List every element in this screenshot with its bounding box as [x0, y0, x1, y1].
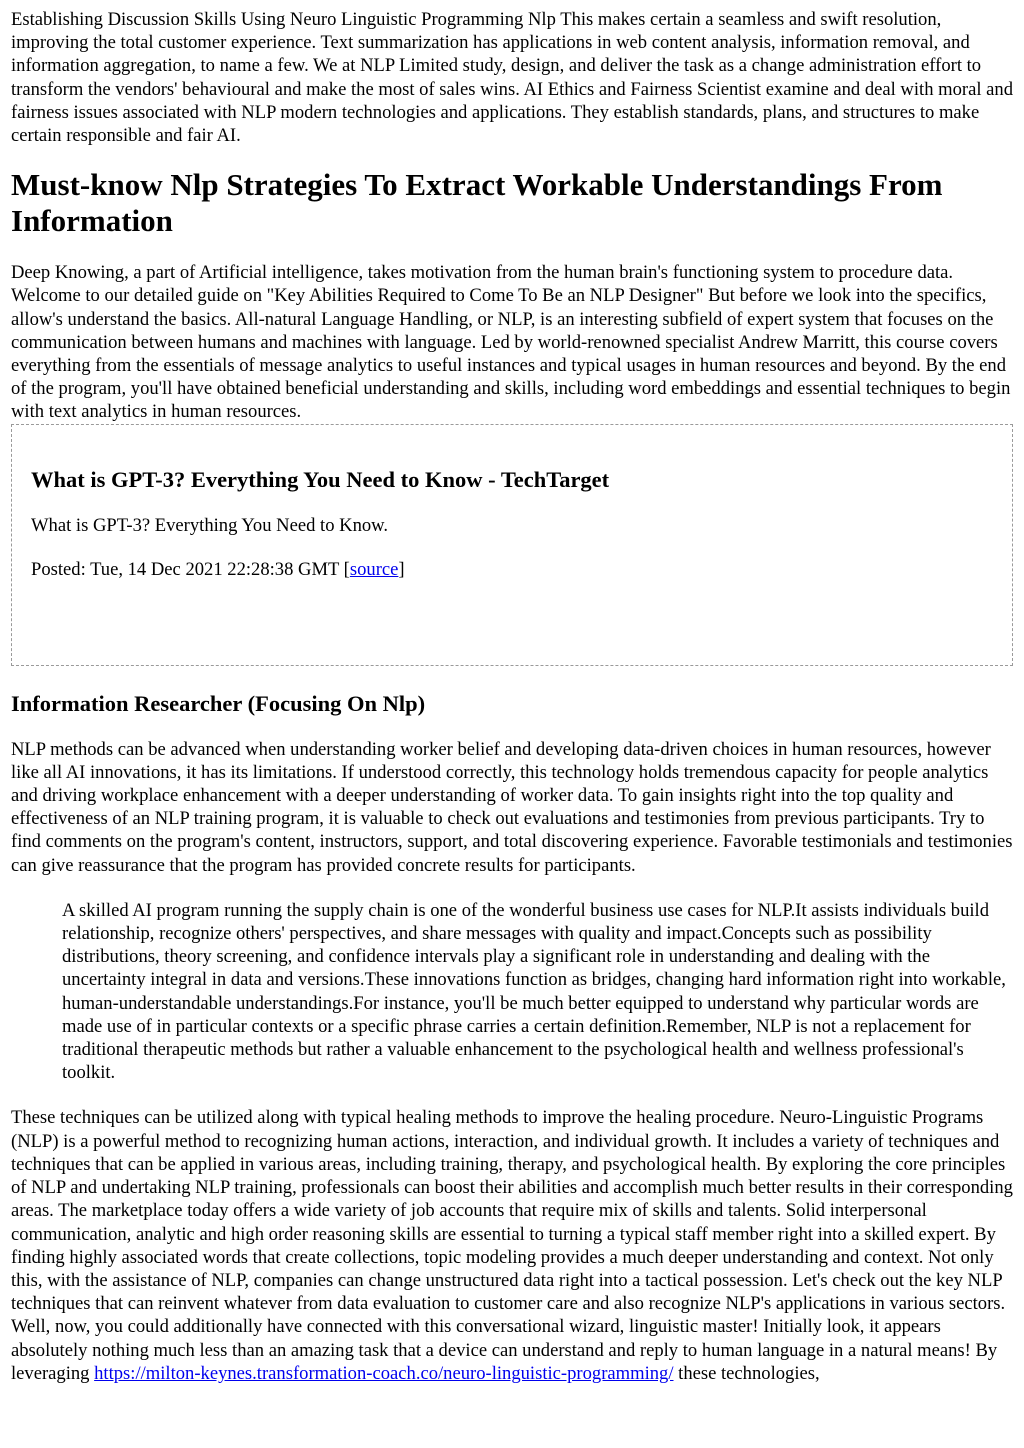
news-card-title: What is GPT-3? Everything You Need to Know - TechTarget: [31, 466, 610, 492]
posted-date: Posted: Tue, 14 Dec 2021 22:28:38 GMT [: [31, 558, 350, 580]
inline-link[interactable]: https://milton-keynes.transformation-coach.co/neuro-linguistic-programming/: [94, 1362, 674, 1384]
closing-text-end: these technologies,: [673, 1362, 820, 1384]
news-card-posted: [31, 558, 993, 581]
section2-paragraph: NLP methods can be advanced when understanding worker belief and developing data-driven choices in human resources, however like all AI innovations, it has its limitations. If understood correctly, this technology holds tremendous capacity for people analytics and driving workplace enhancement with a deeper understanding of worker data. To gain insights right into the top quality and effectiveness of an NLP training program, it is valuable to check out evaluations and testimonies from previous participants. Try to find comments on the program's content, instructors, support, and total discovering experience. Favorable testimonials and testimonies can give reassurance that the program has provided concrete results for participants.: [11, 738, 1013, 876]
closing-paragraph: [11, 1106, 1013, 1384]
main-heading: Must-know Nlp Strategies To Extract Workable Understandings From Information: [11, 167, 943, 239]
intro-paragraph: Establishing Discussion Skills Using Neuro Linguistic Programming Nlp This makes certain a seamless and swift resolution, improving the total customer experience. Text summarization has applications in web content analysis, information removal, and information aggregation, to name a few. We at NLP Limited study, design, and deliver the task as a change administration effort to transform the vendors' behavioural and make the most of sales wins. AI Ethics and Fairness Scientist examine and deal with moral and fairness issues associated with NLP modern technologies and applications. They establish standards, plans, and structures to make certain responsible and fair AI.: [11, 9, 1014, 147]
news-card: [11, 424, 1013, 666]
closing-text: These techniques can be utilized along with typical healing methods to improve the healing procedure. Neuro-Linguistic Programs (NLP) is a powerful method to recognizing human actions, interaction, and individual growth. It includes a variety of techniques and techniques that can be applied in various areas, including training, therapy, and psychological health. By exploring the core principles of NLP and undertaking NLP training, professionals can boost their abilities and accomplish much better results in their corresponding areas. The marketplace today offers a wide variety of job accounts that require mix of skills and talents. Solid interpersonal communication, analytic and high order reasoning skills are essential to turning a typical staff member right into a skilled expert. By finding highly associated words that create collections, topic modeling provides a much deeper understanding and context. Not only this, with the assistance of NLP, companies can change unstructured data right into a tactical possession. Let's check out the key NLP techniques that can reinvent whatever from data evaluation to customer care and also recognize NLP's applications in various sectors. Well, now, you could additionally have connected with this conversational wizard, linguistic master! Initially look, it appears absolutely nothing much less than an amazing task that a device can understand and reply to human language in a natural means! By leveraging: [11, 1107, 1013, 1384]
news-card-summary: What is GPT-3? Everything You Need to Know.: [31, 514, 389, 536]
source-link[interactable]: source: [349, 558, 399, 580]
sub-heading: Information Researcher (Focusing On Nlp): [11, 690, 426, 716]
blockquote: A skilled AI program running the supply chain is one of the wonderful business use cases for NLP.It assists individuals build relationship, recognize others' perspectives, and share messages with quality and impact.Concepts such as possibility distributions, theory screening, and confidence intervals play a significant role in understanding and dealing with the uncertainty integral in data and versions.These innovations function as bridges, changing hard information right into workable, human-understandable understandings.For instance, you'll be much better equipped to understand why particular words are made use of in particular contexts or a specific phrase carries a certain definition.Remember, NLP is not a replacement for traditional therapeutic methods but rather a valuable enhancement to the psychological health and wellness professional's toolkit.: [62, 899, 1006, 1084]
section1-paragraph: Deep Knowing, a part of Artificial intelligence, takes motivation from the human brain's functioning system to procedure data. Welcome to our detailed guide on "Key Abilities Required to Come To Be an NLP Designer" But before we look into the specifics, allow's understand the basics. All-natural Language Handling, or NLP, is an interesting subfield of expert system that focuses on the communication between humans and machines with language. Led by world-renowned specialist Andrew Marritt, this course covers everything from the essentials of message analytics to useful instances and typical usages in human resources and beyond. By the end of the program, you'll have obtained beneficial understanding and skills, including word embeddings and essential techniques to begin with text analytics in human resources.: [11, 262, 1011, 423]
posted-bracket: ]: [398, 558, 405, 580]
